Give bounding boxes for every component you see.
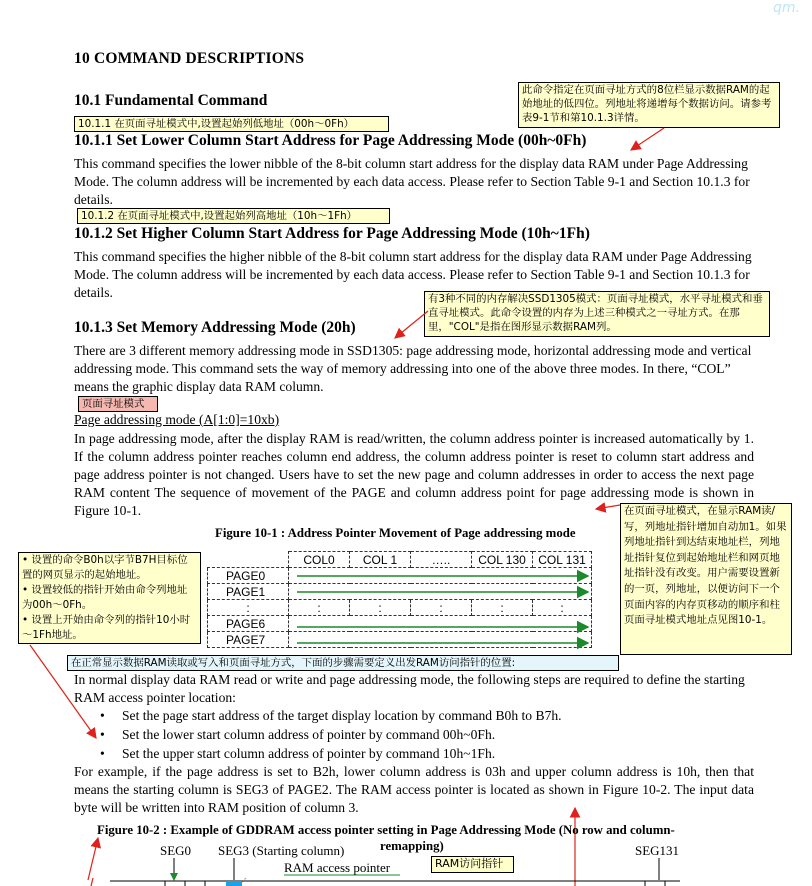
red-arrow-icon bbox=[395, 311, 428, 338]
body-example: For example, if the page address is set to B2h, lower column address is 03h and upper column address is 10h, then that means the starting column is SEG3 of PAGE2. The RAM access pointer is located as shown in Figure 10-2. The input data byte will be written into RAM position of column 3. bbox=[74, 764, 754, 815]
page-row-label: PAGE6 bbox=[208, 616, 289, 632]
seg0-label: SEG0 bbox=[160, 843, 192, 858]
list-item: • Set the upper start column address of pointer by command 10h~1Fh. bbox=[100, 746, 496, 761]
tag-page-addressing: 页面寻址模式 bbox=[78, 396, 158, 412]
left-note: • 设置的命令B0h以字节B7H目标位置的网页显示的起始地址。 • 设置较低的指针开始由命令列地址为00h～0Fh。 • 设置上开始由命令列的指针10小时～1Fh地址。 bbox=[18, 552, 201, 644]
watermark: qm. bbox=[773, 0, 800, 16]
seg131-label: SEG131 bbox=[635, 843, 680, 858]
heading-10-1-3: 10.1.3 Set Memory Addressing Mode (20h) bbox=[74, 319, 356, 336]
side-note-page-addressing: 在页面寻址模式，在显示RAM读/写，列地址指针增加自动加1。如果列地址指针到达结束地址栏，列地址指针复位到起始地址栏和网页地址指针没有改变。用户需要设置新的一页，列地址，以便访问下一个页面内容的内存页移动的顺序和柱页面寻址模式地址点见图10-1。 bbox=[620, 503, 792, 655]
red-arrow-icon bbox=[596, 505, 620, 509]
col-header: COL 130 bbox=[472, 552, 533, 568]
heading-10-1-1: 10.1.1 Set Lower Column Start Address for Page Addressing Mode (00h~0Fh) bbox=[74, 132, 587, 149]
steps-list bbox=[100, 706, 562, 763]
list-item: • Set the lower start column address of pointer by command 00h~0Fh. bbox=[100, 727, 496, 742]
section-title: 10 COMMAND DESCRIPTIONS bbox=[74, 50, 305, 67]
ram-pointer-note: RAM访问指针 bbox=[431, 856, 514, 873]
ram-pointer-label: RAM access pointer bbox=[284, 860, 391, 875]
ellipsis-cell: : bbox=[289, 600, 350, 616]
col-header: COL 131 bbox=[533, 552, 592, 568]
col-header: COL0 bbox=[289, 552, 350, 568]
body-normal-display: In normal display data RAM read or write and page addressing mode, the following steps are required to define the starting RAM access pointer location: bbox=[74, 672, 745, 705]
side-note-10-1-3: 有3种不同的内存解决SSD1305模式：页面寻址模式，水平寻址模式和垂直寻址模式。此命令设置的内存为上述三种模式之一寻址方式。在那里，"COL"是指在图形显示数据RAM列。 bbox=[424, 291, 770, 337]
body-10-1-3: There are 3 different memory addressing mode in SSD1305: page addressing mode, horizontal addressing mode and vertical addressing mode. This command sets the way of memory addressing into one of the above three modes. In there, “COL” means the graphic display data RAM column. bbox=[74, 343, 752, 394]
note-normal-display: 在正常显示数据RAM读取或写入和页面寻址方式，下面的步骤需要定义出发RAM访问指针的位置: bbox=[67, 655, 619, 671]
list-item: • Set the page start address of the target display location by command B0h to B7h. bbox=[100, 708, 562, 723]
page-row-label: PAGE0 bbox=[208, 568, 289, 584]
red-arrow-icon bbox=[88, 838, 98, 880]
figure-10-2-caption: Figure 10-2 : Example of GDDRAM access pointer setting in Page Addressing Mode (No row and column- bbox=[97, 823, 675, 837]
heading-page-addressing: Page addressing mode (A[1:0]=10xb) bbox=[74, 412, 280, 427]
note-10-1-2: 10.1.2 在页面寻址模式中,设置起始列高地址（10h～1Fh） bbox=[77, 208, 390, 224]
access-pointer-cell bbox=[226, 881, 242, 886]
red-line bbox=[91, 878, 93, 886]
figure-10-2-caption-2: remapping) bbox=[380, 839, 444, 853]
ellipsis-cell: : bbox=[533, 600, 592, 616]
red-arrow-icon bbox=[631, 128, 664, 150]
body-page-addressing: In page addressing mode, after the display RAM is read/written, the column address pointer is increased automatically by 1. If the column address pointer reaches column end address, the column address pointer is reset to column start address and page address pointer is not changed. Users have to set the new page and column addresses in order to access the next page RAM content The sequence of movement of the PAGE and column address point for page addressing mode is shown in Figure 10-1. bbox=[74, 431, 754, 518]
body-10-1-1: This command specifies the lower nibble of the 8-bit column start address for the display data RAM under Page Addressing Mode. The column address will be incremented by each data access. Please refer to Section Table 9-1 and Section 10.1.3 for details. bbox=[74, 156, 750, 207]
page-row-label: : bbox=[208, 600, 289, 616]
col-header: COL 1 bbox=[350, 552, 411, 568]
ellipsis-cell: : bbox=[411, 600, 472, 616]
page-row-label: PAGE1 bbox=[208, 584, 289, 600]
seg3-label: SEG3 (Starting column) bbox=[218, 843, 345, 858]
figure-10-1-caption: Figure 10-1 : Address Pointer Movement of Page addressing mode bbox=[215, 526, 576, 540]
ellipsis-cell: : bbox=[472, 600, 533, 616]
subsection-title: 10.1 Fundamental Command bbox=[74, 92, 268, 109]
body-10-1-2: This command specifies the higher nibble of the 8-bit column start address for the display data RAM under Page Addressing Mode. The column address will be incremented by each data access. Please refer to Section Table 9-1 and Section 10.1.3 for details. bbox=[74, 249, 752, 300]
page-row-label: PAGE7 bbox=[208, 632, 289, 648]
note-10-1-1: 10.1.1 在页面寻址模式中,设置起始列低地址（00h～0Fh） bbox=[74, 116, 389, 132]
side-note-10-1-1: 此命令指定在页面寻址方式的8位栏显示数据RAM的起始地址的低四位。列地址将递增每个数据访问。请参考表9-1节和第10.1.3详情。 bbox=[518, 82, 780, 128]
ellipsis-cell: : bbox=[350, 600, 411, 616]
heading-10-1-2: 10.1.2 Set Higher Column Start Address for Page Addressing Mode (10h~1Fh) bbox=[74, 225, 590, 242]
col-header: ….. bbox=[411, 552, 472, 568]
